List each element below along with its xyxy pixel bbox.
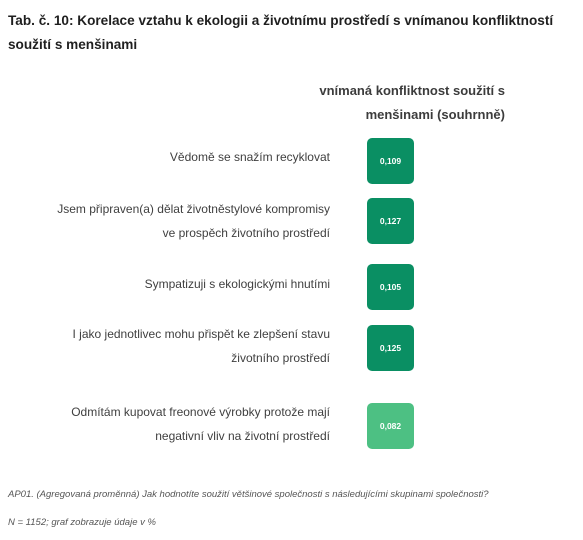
row-label-line: I jako jednotlivec mohu přispět ke zlepšení stavu <box>72 327 330 341</box>
column-header-line2: menšinami (souhrnně) <box>365 107 505 122</box>
row-label-recycling <box>0 145 330 169</box>
value-text: 0,125 <box>379 343 402 353</box>
value-text: 0,082 <box>379 421 402 431</box>
sample-note: N = 1152; graf zobrazuje údaje v % <box>8 517 156 528</box>
column-header <box>205 79 505 127</box>
value-cell-compromises <box>367 198 414 244</box>
row-label-line: životního prostředí <box>231 351 330 365</box>
value-text: 0,127 <box>379 216 402 226</box>
question-note: AP01. (Agregovaná proměnná) Jak hodnotíte soužití většinové společnosti s následujícími skupinami společnosti? <box>8 489 489 500</box>
row-label-line: Sympatizuji s ekologickými hnutími <box>144 277 330 291</box>
value-cell-individual-contribution <box>367 325 414 371</box>
value-text: 0,105 <box>379 282 402 292</box>
value-cell-recycling <box>367 138 414 184</box>
row-label-line: negativní vliv na životní prostředí <box>155 429 330 443</box>
value-text: 0,109 <box>379 156 402 166</box>
row-label-individual-contribution <box>0 322 330 370</box>
value-cell-eco-movements <box>367 264 414 310</box>
row-label-compromises <box>0 197 330 245</box>
value-cell-freon <box>367 403 414 449</box>
row-label-line: Vědomě se snažím recyklovat <box>169 150 330 164</box>
table-title: Tab. č. 10: Korelace vztahu k ekologii a životnímu prostředí s vnímanou konfliktností soužití s menšinami <box>8 13 554 52</box>
row-label-line: Odmítám kupovat freonové výrobky protože mají <box>71 405 330 419</box>
column-header-line1: vnímaná konfliktnost soužití s <box>319 83 505 98</box>
row-label-eco-movements <box>0 272 330 296</box>
row-label-line: ve prospěch životního prostředí <box>162 226 330 240</box>
row-label-freon <box>0 400 330 448</box>
row-label-line: Jsem připraven(a) dělat životněstylové kompromisy <box>57 202 330 216</box>
